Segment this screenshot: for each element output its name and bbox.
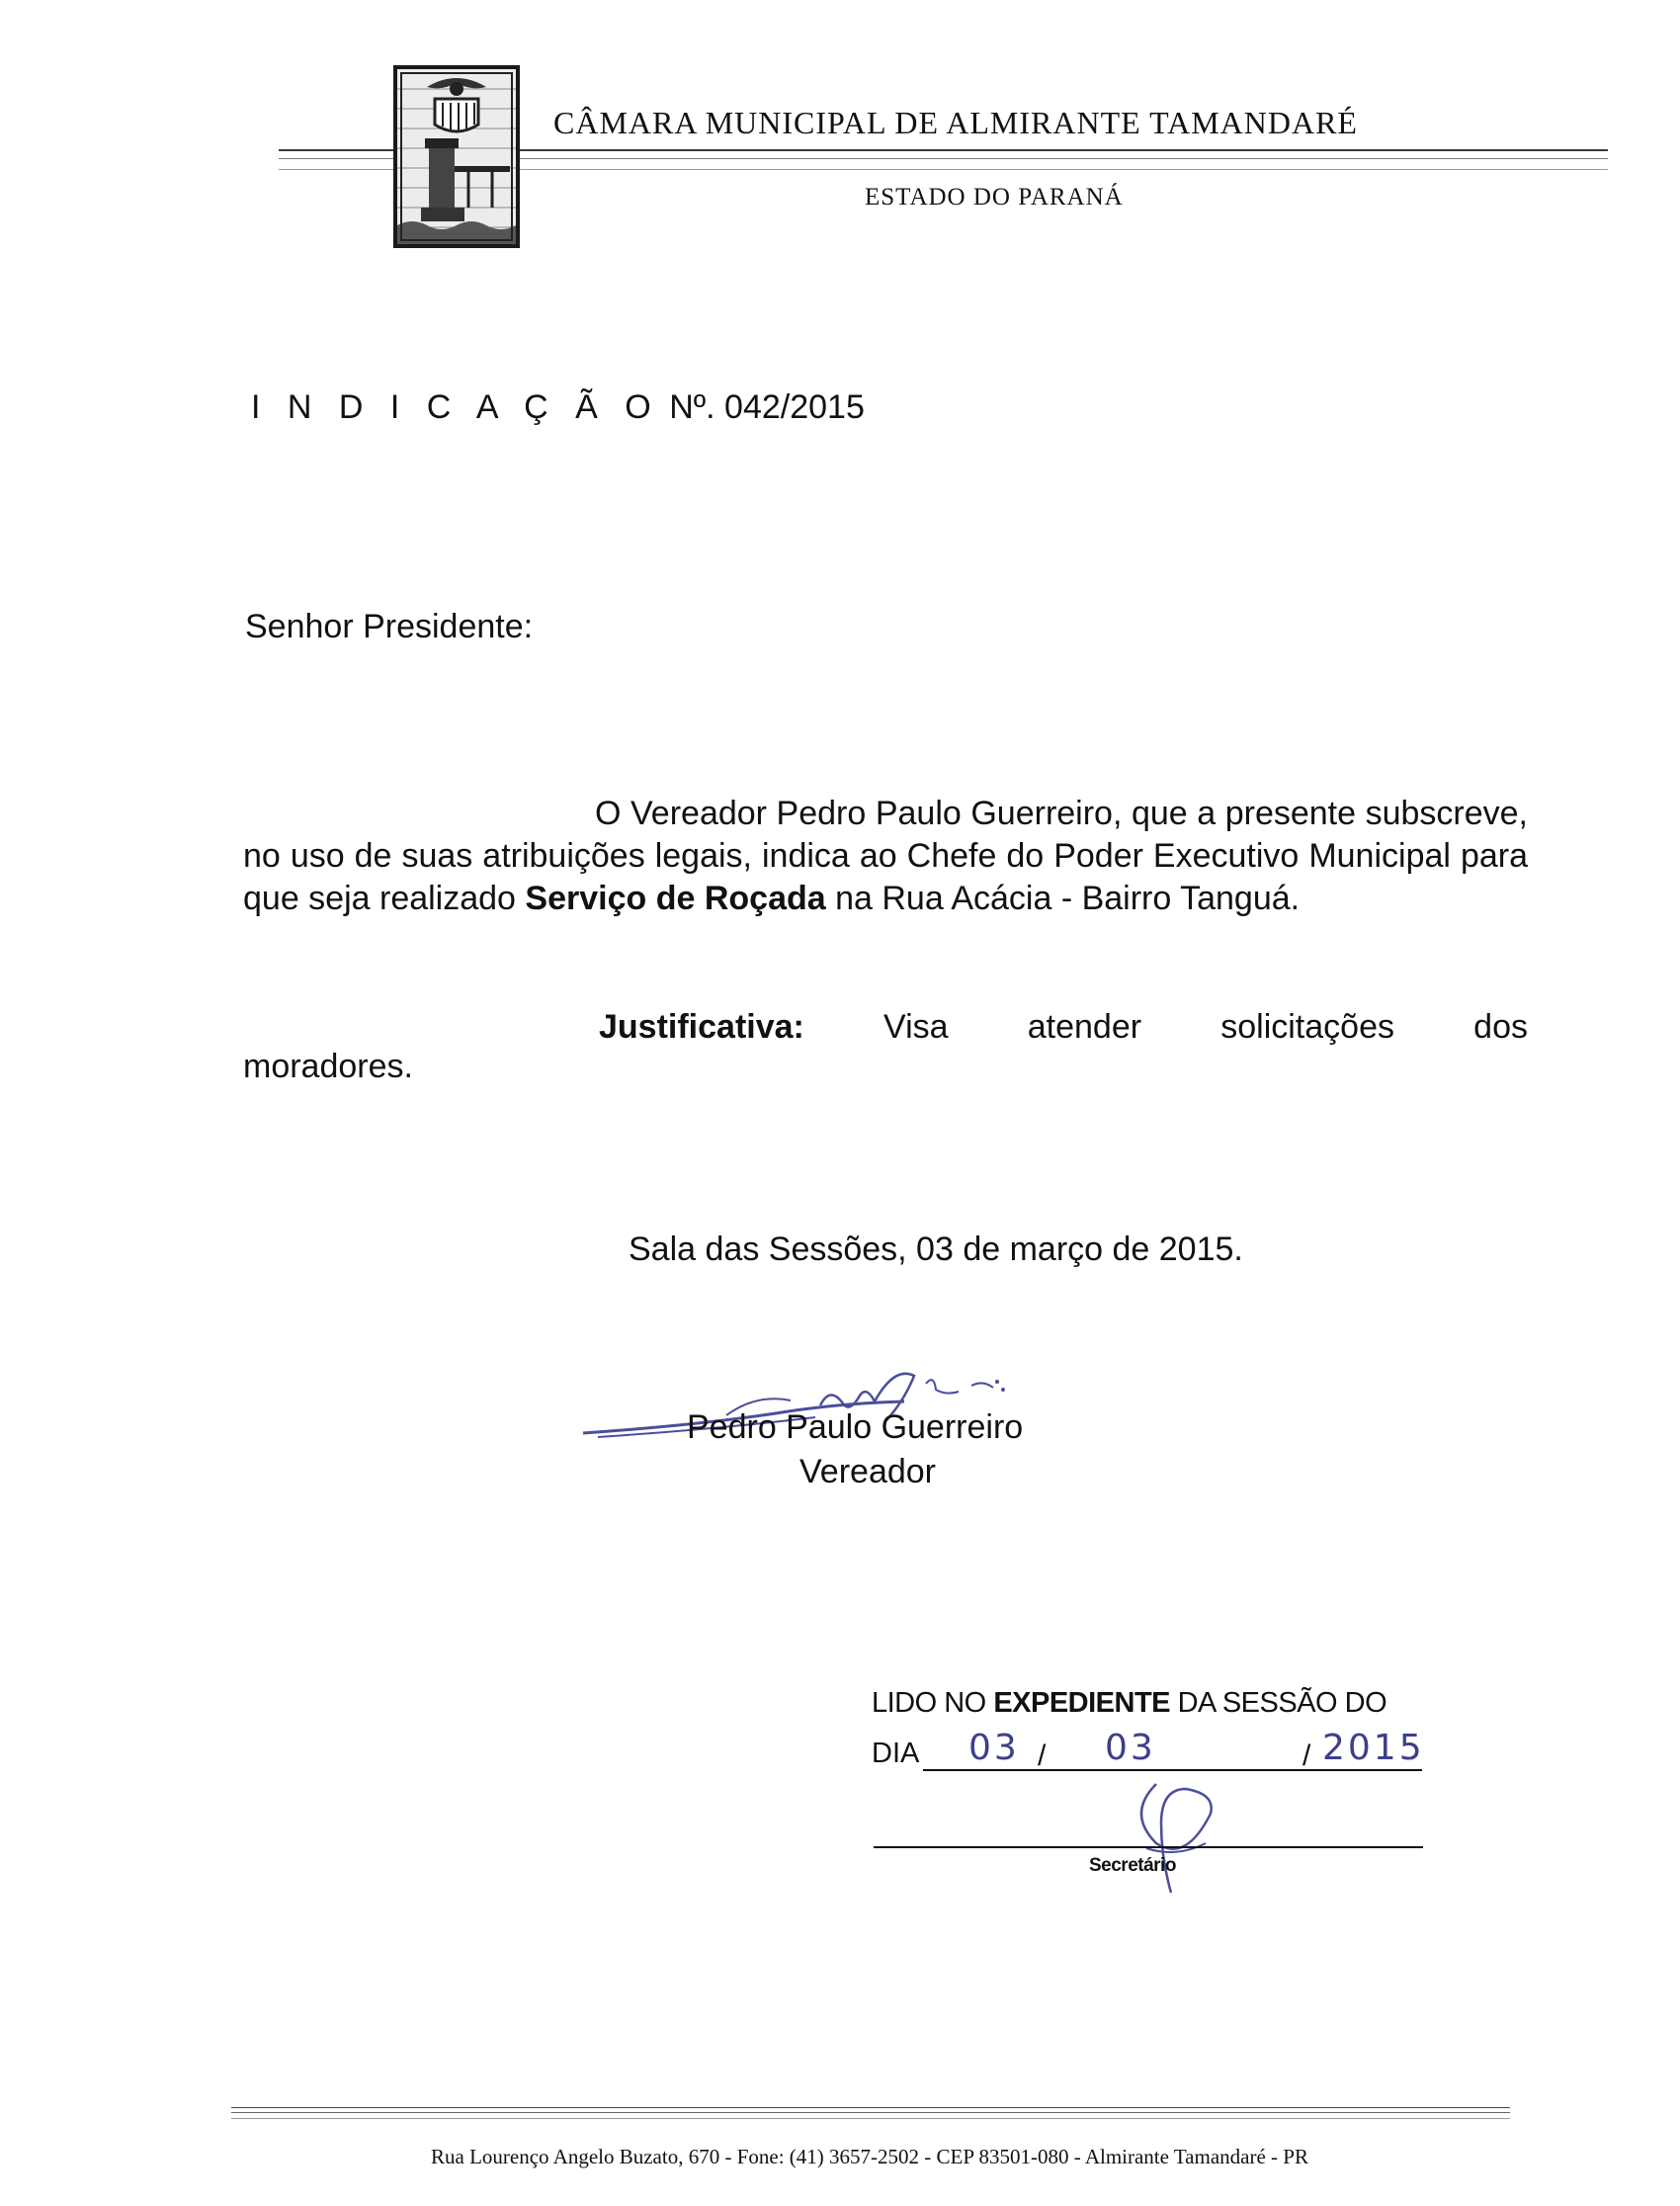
- footer-address: Rua Lourenço Angelo Buzato, 670 - Fone: (41) 3657-2502 - CEP 83501-080 - Almirante Tamandaré - PR: [431, 2145, 1308, 2168]
- greeting: Senhor Presidente:: [245, 608, 534, 645]
- signer-name: Pedro Paulo Guerreiro: [687, 1408, 1024, 1446]
- justification-word: solicitações: [1220, 1008, 1394, 1046]
- secretary-signature-line: [874, 1846, 1423, 1848]
- justification-word: Visa: [883, 1008, 949, 1046]
- place-and-date: Sala das Sessões, 03 de março de 2015.: [629, 1230, 1243, 1268]
- stamp-year: 2015: [1322, 1728, 1425, 1768]
- justification-label: Justificativa:: [599, 1008, 804, 1046]
- justification-word: atender: [1027, 1008, 1142, 1046]
- stamp-read-line: [872, 1687, 1386, 1720]
- stamp-month: 03: [1105, 1728, 1156, 1768]
- signer-role: Vereador: [799, 1453, 936, 1490]
- footer-rule: [231, 2112, 1510, 2113]
- organization-name: CÂMARA MUNICIPAL DE ALMIRANTE TAMANDARÉ: [553, 105, 1358, 140]
- stamp-dia-label: DIA: [872, 1738, 920, 1769]
- secretary-signature-icon: [1117, 1774, 1225, 1908]
- document-title: [251, 388, 865, 427]
- title-word: I N D I C A Ç Ã O: [251, 388, 660, 426]
- stamp-text: LIDO NO: [872, 1687, 994, 1719]
- justification-line: [599, 1008, 1528, 1047]
- stamp-text-bold: EXPEDIENTE: [993, 1687, 1171, 1719]
- paragraph-text-end: na Rua Acácia - Bairro Tanguá.: [825, 880, 1301, 917]
- state-name: ESTADO DO PARANÁ: [865, 184, 1124, 211]
- paragraph-bold-text: Serviço de Roçada: [525, 880, 826, 917]
- date-separator: /: [1038, 1739, 1047, 1772]
- stamp-text: DA SESSÃO DO: [1170, 1687, 1387, 1719]
- justification-word: dos: [1473, 1008, 1528, 1046]
- title-number: Nº. 042/2015: [669, 388, 865, 426]
- footer-rule: [231, 2107, 1510, 2108]
- secretary-label: Secretário: [1089, 1855, 1176, 1876]
- paragraph-text: O Vereador Pedro Paulo Guerreiro, que a presente subscreve, no uso de suas atribuições legais, indica ao Chefe do Poder Executivo Municipal para que seja realizado: [243, 795, 1528, 917]
- stamp-day: 03: [968, 1728, 1020, 1768]
- date-separator: /: [1302, 1739, 1311, 1772]
- justification-continuation: moradores.: [243, 1048, 413, 1085]
- date-underline: [923, 1769, 1422, 1771]
- coat-of-arms-icon: [393, 65, 520, 248]
- footer-rule: [231, 2118, 1510, 2119]
- main-paragraph: [243, 793, 1528, 920]
